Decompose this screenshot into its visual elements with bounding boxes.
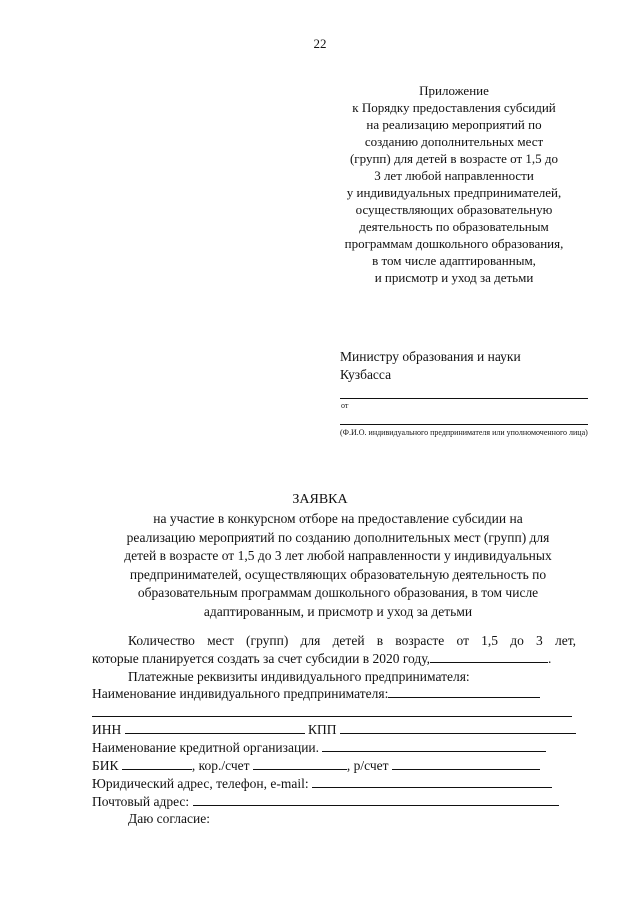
appendix-block (328, 82, 580, 286)
addressee-line-2: Кузбасса (340, 367, 392, 382)
inn-field[interactable] (125, 721, 305, 734)
postal-address-label: Почтовый адрес: (92, 794, 190, 809)
quantity-text-line-2 (92, 650, 551, 667)
quantity-label: которые планируется создать за счет субсидии в 2020 году, (92, 651, 431, 666)
subtitle-line: детей в возрасте от 1,5 до 3 лет любой направленности у индивидуальных (124, 548, 552, 564)
bank-label: Наименование кредитной организации. (92, 740, 320, 755)
bank-row (92, 739, 546, 756)
kpp-label: КПП (308, 722, 337, 737)
account-field[interactable] (392, 757, 540, 770)
appendix-line: в том числе адаптированным, (372, 253, 536, 268)
bik-label: БИК (92, 758, 119, 773)
inn-label: ИНН (92, 722, 122, 737)
appendix-line: у индивидуальных предпринимателей, (346, 185, 562, 200)
quantity-end: . (548, 651, 552, 666)
account-label: , р/счет (346, 758, 389, 773)
from-label: от (341, 401, 349, 410)
fio-caption: (Ф.И.О. индивидуального предпринимателя или уполномоченного лица) (340, 428, 588, 437)
application-title: ЗАЯВКА (292, 492, 348, 507)
kpp-field[interactable] (340, 721, 576, 734)
name-field-continuation[interactable] (92, 716, 572, 717)
postal-address-field[interactable] (193, 793, 559, 806)
quantity-text-line-1: Количество мест (групп) для детей в возрасте от 1,5 до 3 лет, (128, 633, 576, 648)
bik-field[interactable] (122, 757, 192, 770)
legal-address-field[interactable] (312, 775, 552, 788)
appendix-line: созданию дополнительных мест (364, 134, 544, 149)
subtitle-line: образовательным программам дошкольного образования, в том числе (137, 585, 539, 601)
addressee-block (340, 348, 521, 384)
addressee-line-1: Министру образования и науки (340, 349, 521, 364)
corr-account-field[interactable] (253, 757, 347, 770)
corr-account-label: , кор./счет (191, 758, 250, 773)
quantity-field[interactable] (430, 650, 548, 663)
consent-label: Даю согласие: (128, 811, 210, 826)
appendix-line: программам дошкольного образования, (344, 236, 564, 251)
postal-address-row (92, 793, 559, 810)
appendix-line: 3 лет любой направленности (374, 168, 534, 183)
inn-kpp-row (92, 721, 576, 738)
name-row (92, 685, 540, 702)
bank-field[interactable] (322, 739, 546, 752)
legal-address-row (92, 775, 552, 792)
appendix-line: деятельность по образовательным (359, 219, 549, 234)
payment-heading: Платежные реквизиты индивидуального предпринимателя: (128, 669, 470, 684)
addressee-rule (340, 398, 588, 399)
appendix-line: (групп) для детей в возрасте от 1,5 до (349, 151, 559, 166)
appendix-line: к Порядку предоставления субсидий (352, 100, 556, 115)
fio-rule (340, 424, 588, 425)
subtitle-line: реализацию мероприятий по созданию дополнительных мест (групп) для (126, 529, 550, 545)
appendix-line: на реализацию мероприятий по (366, 117, 542, 132)
appendix-line: и присмотр и уход за детьми (374, 270, 534, 285)
subtitle-line: на участие в конкурсном отборе на предоставление субсидии на (153, 511, 523, 526)
subtitle-line: адаптированным, и присмотр и уход за детьми (203, 603, 473, 619)
legal-address-label: Юридический адрес, телефон, e-mail: (92, 776, 309, 791)
appendix-line: Приложение (419, 83, 489, 98)
application-subtitle (100, 510, 576, 622)
name-field[interactable] (388, 685, 540, 698)
page-number: 22 (313, 36, 327, 51)
appendix-line: осуществляющих образовательную (355, 202, 553, 217)
bik-row (92, 757, 540, 774)
subtitle-line: предпринимателей, осуществляющих образовательную деятельность по (129, 566, 547, 582)
name-label: Наименование индивидуального предпринимателя: (92, 686, 389, 701)
